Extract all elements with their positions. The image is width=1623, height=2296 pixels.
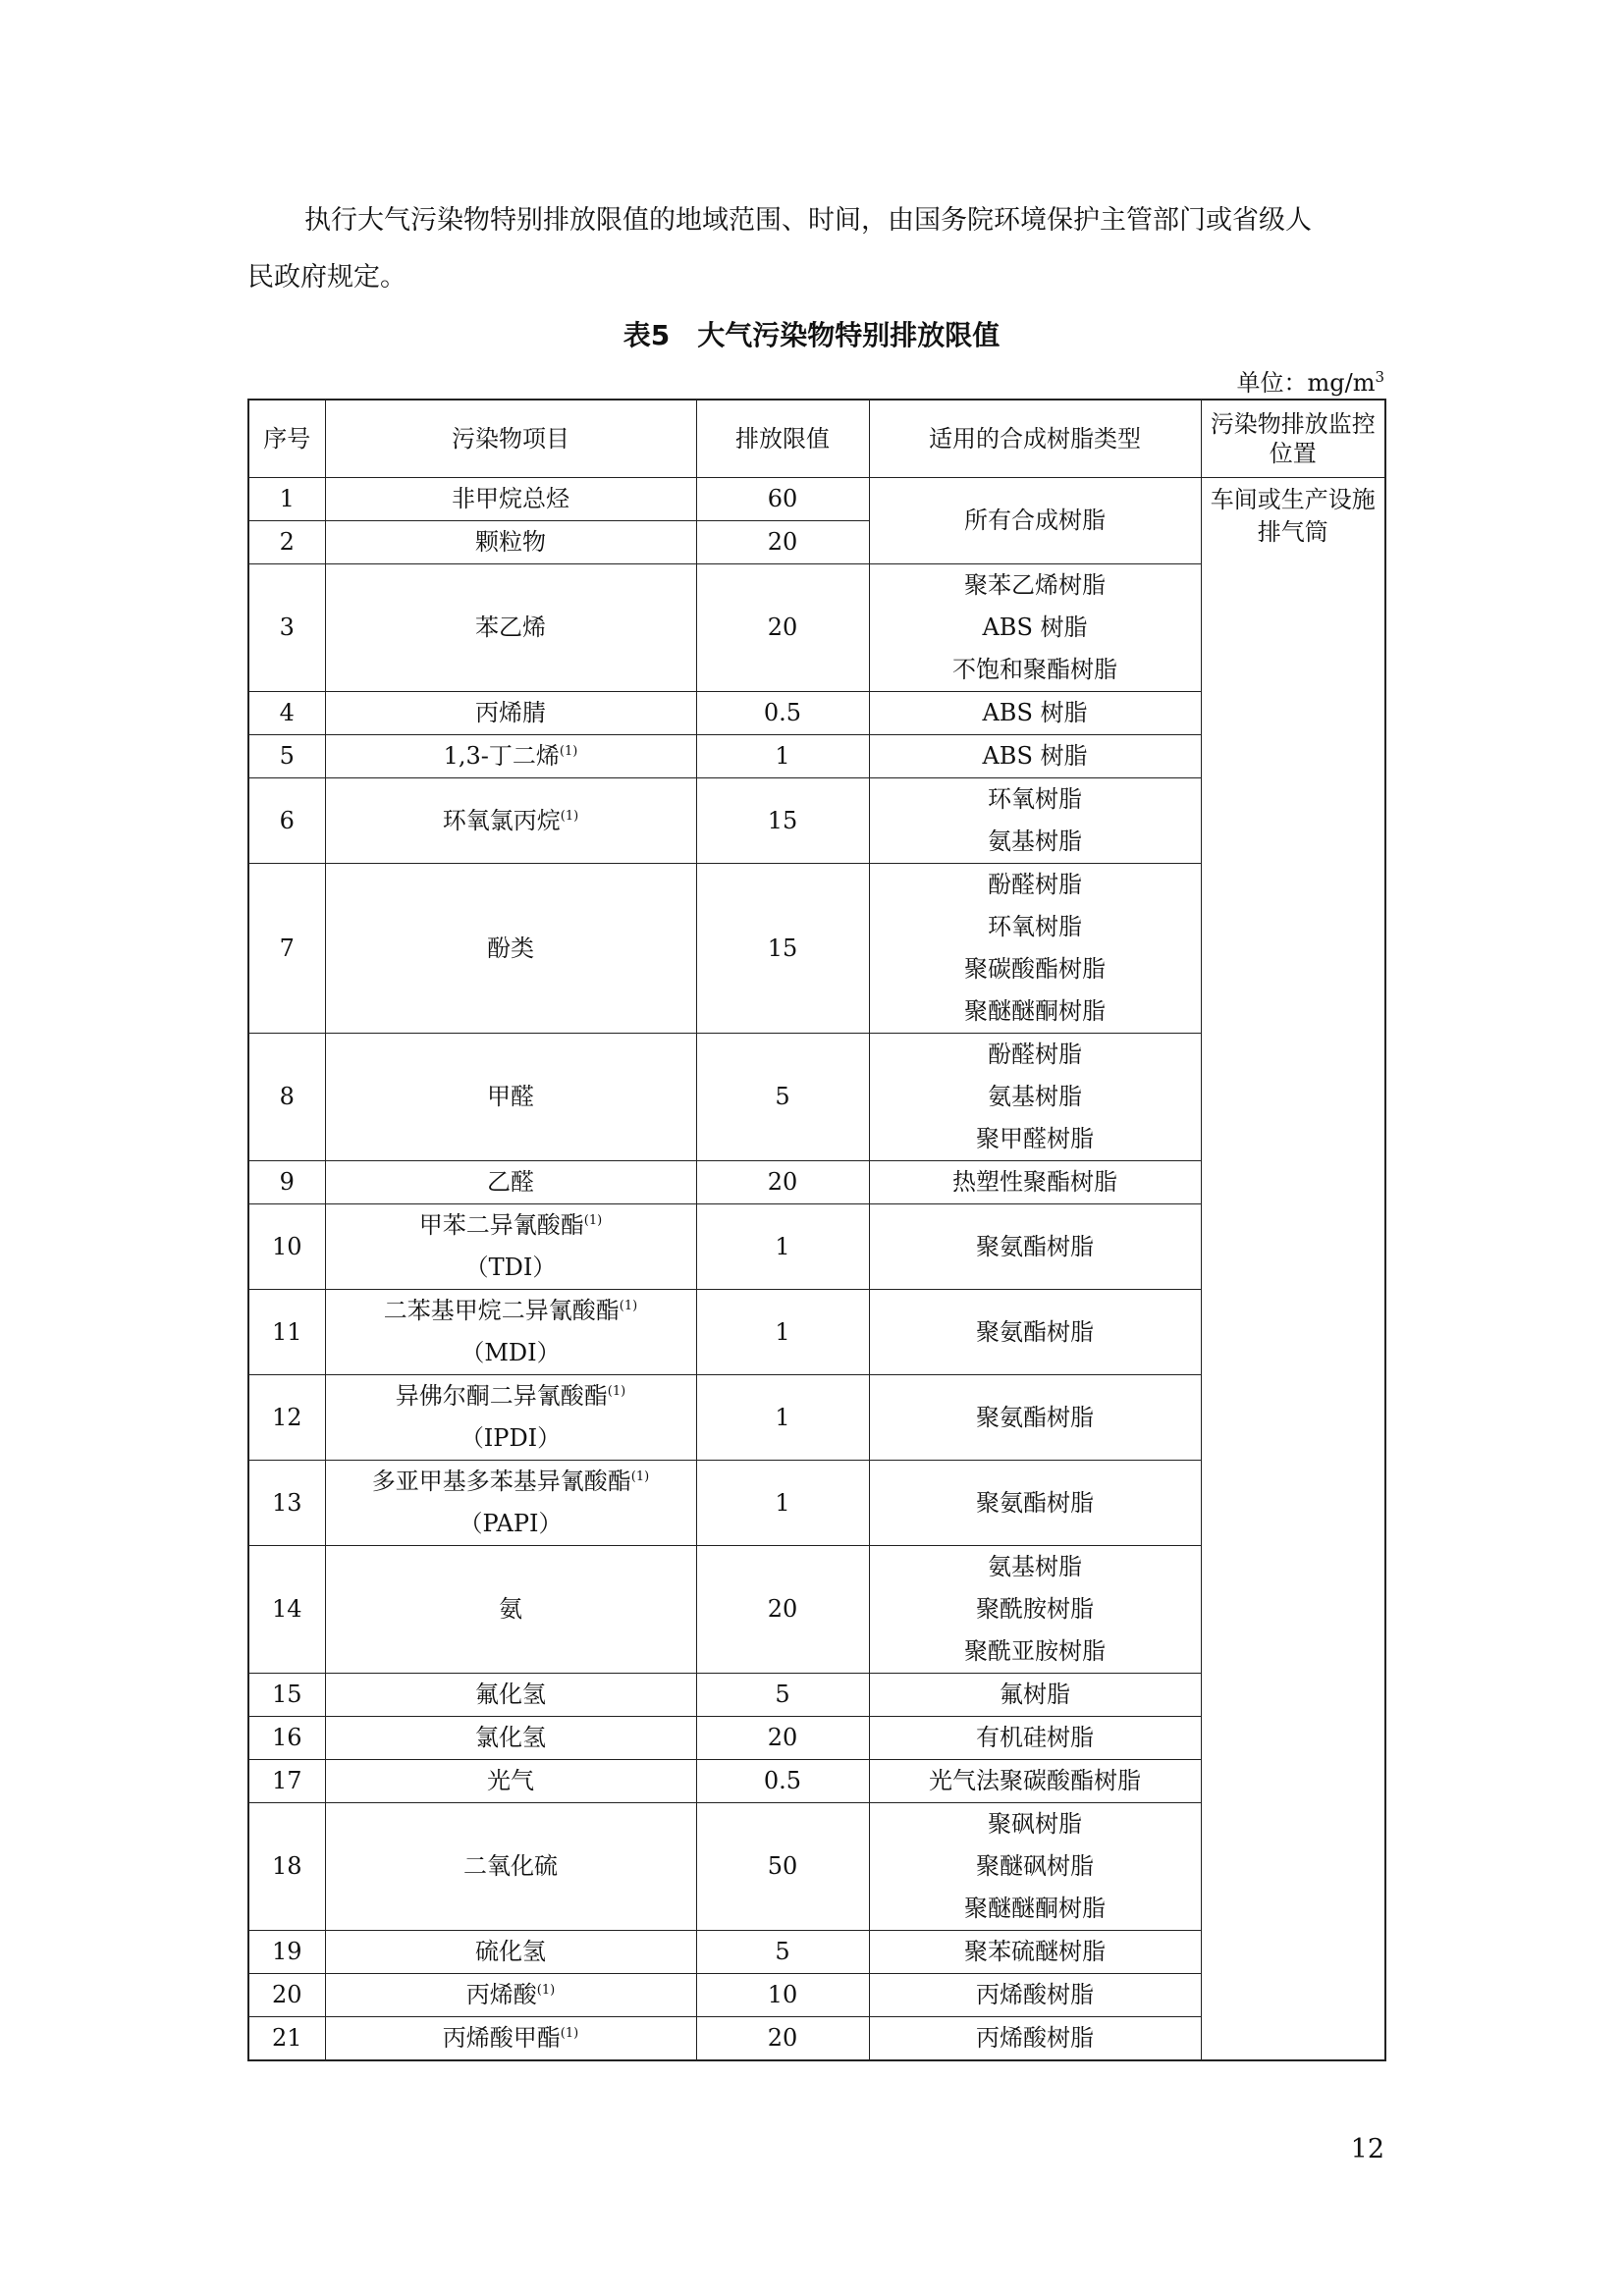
resin-type: 聚氨酯树脂	[976, 1232, 1094, 1260]
cell-no: 8	[248, 1034, 325, 1161]
header-pollutant: 污染物项目	[325, 400, 696, 478]
resin-type: 聚氨酯树脂	[976, 1488, 1094, 1517]
resin-type: 环氧树脂	[988, 785, 1082, 813]
cell-pollutant	[325, 1674, 696, 1717]
cell-limit: 1	[696, 1461, 869, 1546]
pollutant-name: 非甲烷总烃	[452, 485, 569, 512]
cell-limit: 20	[696, 1717, 869, 1760]
cell-limit: 10	[696, 1974, 869, 2017]
pollutant-abbreviation: （TDI）	[464, 1254, 557, 1281]
pollutant-line	[326, 1845, 696, 1888]
cell-no: 2	[248, 521, 325, 564]
unit-label	[1236, 363, 1384, 398]
cell-monitoring-location: 车间或生产设施排气筒	[1201, 478, 1385, 2061]
pollutant-name: 二苯基甲烷二异氰酸酯	[383, 1297, 620, 1324]
cell-limit: 1	[696, 1204, 869, 1290]
resin-type: 酚醛树脂	[988, 871, 1082, 898]
cell-limit: 20	[696, 521, 869, 564]
note-mark: (1)	[619, 1299, 638, 1313]
note-mark: (1)	[583, 1213, 603, 1228]
note-mark: (1)	[560, 2026, 579, 2041]
cell-resin-type	[869, 1204, 1201, 1290]
resin-type: 氨基树脂	[988, 1083, 1082, 1110]
pollutant-line	[326, 692, 696, 734]
cell-pollutant	[325, 1204, 696, 1290]
table-body	[248, 478, 1385, 2061]
resin-type: 聚酰亚胺树脂	[964, 1637, 1106, 1665]
cell-no: 17	[248, 1760, 325, 1803]
intro-paragraph	[247, 192, 1386, 306]
resin-type: 聚氨酯树脂	[976, 1317, 1094, 1346]
resin-type: ABS 树脂	[982, 699, 1088, 726]
cell-no: 21	[248, 2017, 325, 2061]
cell-resin-type	[869, 1674, 1201, 1717]
cell-no: 14	[248, 1546, 325, 1674]
cell-pollutant	[325, 2017, 696, 2061]
resin-type: 不饱和聚酯树脂	[952, 656, 1117, 683]
cell-pollutant	[325, 1161, 696, 1204]
resin-type: 热塑性聚酯树脂	[952, 1168, 1117, 1196]
resin-type: 酚醛树脂	[988, 1041, 1082, 1068]
cell-resin-type	[869, 864, 1201, 1034]
cell-resin-type	[869, 1717, 1201, 1760]
cell-limit: 15	[696, 778, 869, 864]
cell-pollutant	[325, 1546, 696, 1674]
note-mark: (1)	[559, 744, 578, 759]
resin-type: 氨基树脂	[988, 1553, 1082, 1580]
cell-resin-type	[869, 478, 1201, 564]
cell-no: 11	[248, 1290, 325, 1375]
pollutant-line	[326, 1290, 696, 1332]
cell-resin-type	[869, 1760, 1201, 1803]
resin-type: 所有合成树脂	[964, 507, 1106, 534]
cell-limit: 20	[696, 564, 869, 692]
header-limit: 排放限值	[696, 400, 869, 478]
cell-limit: 20	[696, 1546, 869, 1674]
cell-no: 4	[248, 692, 325, 735]
cell-no: 10	[248, 1204, 325, 1290]
page-number: 12	[1350, 2134, 1384, 2164]
cell-pollutant	[325, 1717, 696, 1760]
cell-no: 12	[248, 1375, 325, 1461]
pollutant-line	[326, 1076, 696, 1118]
resin-type: 聚醚醚酮树脂	[964, 997, 1106, 1025]
cell-resin-type	[869, 692, 1201, 735]
pollutant-name: 1,3-丁二烯	[443, 742, 560, 770]
cell-pollutant	[325, 735, 696, 778]
cell-resin-type	[869, 1803, 1201, 1931]
cell-no: 9	[248, 1161, 325, 1204]
cell-limit: 0.5	[696, 692, 869, 735]
pollutant-name: 多亚甲基多苯基异氰酸酯	[371, 1468, 631, 1495]
unit-superscript: 3	[1375, 368, 1384, 386]
cell-limit: 5	[696, 1931, 869, 1974]
cell-resin-type	[869, 564, 1201, 692]
cell-pollutant	[325, 692, 696, 735]
pollutant-line	[326, 607, 696, 649]
cell-resin-type	[869, 735, 1201, 778]
pollutant-name: 二氧化硫	[463, 1852, 558, 1880]
cell-no: 15	[248, 1674, 325, 1717]
cell-no: 18	[248, 1803, 325, 1931]
note-mark: (1)	[536, 1983, 556, 1998]
pollutant-line	[326, 1375, 696, 1417]
pollutant-line	[326, 478, 696, 520]
cell-no: 20	[248, 1974, 325, 2017]
cell-resin-type	[869, 778, 1201, 864]
resin-type: ABS 树脂	[982, 614, 1088, 641]
cell-pollutant	[325, 1974, 696, 2017]
note-mark: (1)	[607, 1384, 626, 1399]
pollutant-line	[326, 1674, 696, 1716]
pollutant-line	[326, 1161, 696, 1203]
cell-limit: 20	[696, 2017, 869, 2061]
table-row	[248, 478, 1385, 521]
unit-text: 单位：mg/m	[1236, 369, 1376, 397]
cell-pollutant	[325, 864, 696, 1034]
pollutant-name: 氟化氢	[475, 1681, 546, 1708]
pollutant-line	[326, 1974, 696, 2016]
header-no: 序号	[248, 400, 325, 478]
emission-limits-table	[247, 399, 1386, 2061]
cell-limit: 1	[696, 1290, 869, 1375]
cell-pollutant	[325, 1290, 696, 1375]
pollutant-line	[326, 1204, 696, 1247]
resin-type: 聚氨酯树脂	[976, 1403, 1094, 1431]
table-caption: 表5 大气污染物特别排放限值	[622, 319, 1001, 351]
pollutant-line	[326, 800, 696, 842]
header-resin-type: 适用的合成树脂类型	[869, 400, 1201, 478]
pollutant-name: 氯化氢	[475, 1724, 546, 1751]
cell-limit: 1	[696, 735, 869, 778]
cell-resin-type	[869, 1034, 1201, 1161]
cell-pollutant	[325, 1034, 696, 1161]
cell-resin-type	[869, 1290, 1201, 1375]
pollutant-name: 氨	[499, 1595, 522, 1623]
resin-type: 光气法聚碳酸酯树脂	[929, 1767, 1141, 1794]
cell-pollutant	[325, 1931, 696, 1974]
cell-resin-type	[869, 1974, 1201, 2017]
cell-limit: 60	[696, 478, 869, 521]
resin-type: 环氧树脂	[988, 913, 1082, 940]
cell-pollutant	[325, 478, 696, 521]
resin-type: 聚苯乙烯树脂	[964, 571, 1106, 599]
pollutant-abbreviation: （MDI）	[460, 1339, 561, 1366]
cell-limit: 5	[696, 1674, 869, 1717]
cell-limit: 5	[696, 1034, 869, 1161]
pollutant-abbreviation: （IPDI）	[460, 1424, 562, 1452]
cell-limit: 50	[696, 1803, 869, 1931]
pollutant-name: 颗粒物	[475, 528, 546, 556]
cell-limit: 20	[696, 1161, 869, 1204]
cell-resin-type	[869, 1931, 1201, 1974]
pollutant-line	[326, 1931, 696, 1973]
resin-type: 聚甲醛树脂	[976, 1125, 1094, 1152]
pollutant-name: 苯乙烯	[475, 614, 546, 641]
cell-no: 1	[248, 478, 325, 521]
cell-no: 7	[248, 864, 325, 1034]
pollutant-line	[326, 735, 696, 777]
resin-type: 有机硅树脂	[976, 1724, 1094, 1751]
cell-no: 13	[248, 1461, 325, 1546]
note-mark: (1)	[630, 1469, 650, 1484]
pollutant-line	[326, 1717, 696, 1759]
pollutant-name: 丙烯酸甲酯	[442, 2024, 561, 2052]
resin-type: 聚苯硫醚树脂	[964, 1938, 1106, 1965]
pollutant-line	[326, 1461, 696, 1503]
cell-limit: 15	[696, 864, 869, 1034]
pollutant-line	[326, 1760, 696, 1802]
pollutant-line	[326, 928, 696, 970]
resin-type: 聚酰胺树脂	[976, 1595, 1094, 1623]
pollutant-name: 异佛尔酮二异氰酸酯	[395, 1382, 608, 1410]
pollutant-abbreviation: （PAPI）	[459, 1510, 563, 1537]
pollutant-line	[326, 521, 696, 563]
intro-line-2: 民政府规定。	[247, 262, 406, 293]
pollutant-name: 硫化氢	[475, 1938, 546, 1965]
cell-resin-type	[869, 1461, 1201, 1546]
cell-resin-type	[869, 1546, 1201, 1674]
resin-type: 丙烯酸树脂	[976, 2024, 1094, 2052]
cell-resin-type	[869, 2017, 1201, 2061]
pollutant-name: 甲苯二异氰酸酯	[418, 1211, 584, 1239]
cell-pollutant	[325, 1803, 696, 1931]
resin-type: 聚砜树脂	[988, 1810, 1082, 1838]
resin-type: 丙烯酸树脂	[976, 1981, 1094, 2008]
pollutant-name: 光气	[487, 1767, 534, 1794]
cell-pollutant	[325, 564, 696, 692]
pollutant-name: 环氧氯丙烷	[442, 806, 561, 834]
cell-limit: 1	[696, 1375, 869, 1461]
cell-no: 3	[248, 564, 325, 692]
header-monitoring-location: 污染物排放监控位置	[1201, 400, 1385, 478]
resin-type: 氟树脂	[1000, 1681, 1070, 1708]
pollutant-name: 乙醛	[487, 1168, 534, 1196]
resin-type: 氨基树脂	[988, 828, 1082, 855]
cell-limit: 0.5	[696, 1760, 869, 1803]
cell-pollutant	[325, 521, 696, 564]
intro-line-1: 执行大气污染物特别排放限值的地域范围、时间，由国务院环境保护主管部门或省级人	[304, 205, 1312, 236]
cell-pollutant	[325, 1461, 696, 1546]
pollutant-line	[326, 1588, 696, 1630]
pollutant-name: 丙烯腈	[475, 699, 546, 726]
cell-pollutant	[325, 778, 696, 864]
cell-no: 16	[248, 1717, 325, 1760]
pollutant-name: 甲醛	[487, 1083, 534, 1110]
cell-pollutant	[325, 1375, 696, 1461]
resin-type: 聚醚砜树脂	[976, 1852, 1094, 1880]
cell-no: 5	[248, 735, 325, 778]
pollutant-name: 丙烯酸	[465, 1981, 537, 2008]
resin-type: ABS 树脂	[982, 742, 1088, 770]
note-mark: (1)	[560, 808, 579, 824]
resin-type: 聚醚醚酮树脂	[964, 1895, 1106, 1922]
pollutant-name: 酚类	[487, 934, 534, 962]
table-header-row	[248, 400, 1385, 478]
cell-no: 19	[248, 1931, 325, 1974]
resin-type: 聚碳酸酯树脂	[964, 955, 1106, 983]
cell-resin-type	[869, 1375, 1201, 1461]
cell-resin-type	[869, 1161, 1201, 1204]
cell-pollutant	[325, 1760, 696, 1803]
pollutant-line	[326, 2017, 696, 2059]
cell-no: 6	[248, 778, 325, 864]
